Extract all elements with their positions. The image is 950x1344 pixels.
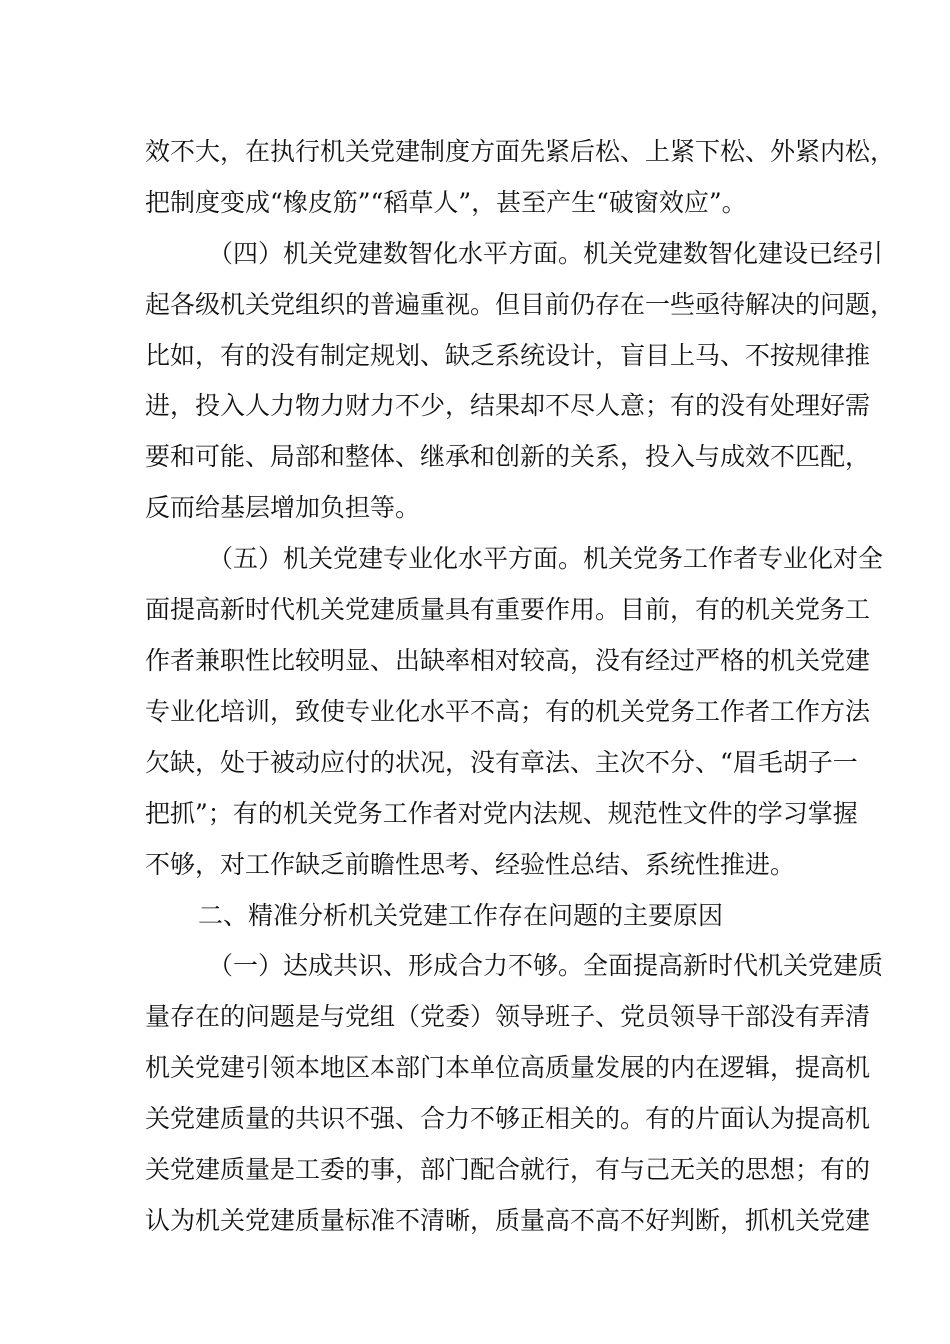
text-line: 起各级机关党组织的普遍重视。但目前仍存在一些亟待解决的问题， [145,290,896,319]
text-line: 专业化培训，致使专业化水平不高；有的机关党务工作者工作方法 [145,697,871,726]
text-line: 把抓”；有的机关党务工作者对党内法规、规范性文件的学习掌握 [145,799,858,828]
text-line: 效不大，在执行机关党建制度方面先紧后松、上紧下松、外紧内松， [145,137,896,166]
text-line: 欠缺，处于被动应付的状况，没有章法、主次不分、“眉毛胡子一 [145,748,858,777]
text-line: 面提高新时代机关党建质量具有重要作用。目前，有的机关党务工 [145,595,871,624]
text-line: 关党建质量的共识不强、合力不够正相关的。有的片面认为提高机 [145,1104,871,1133]
text-line: 反而给基层增加负担等。 [145,493,421,522]
text-line: 不够，对工作缺乏前瞻性思考、经验性总结、系统性推进。 [145,850,796,879]
text-line: 认为机关党建质量标准不清晰，质量高不高不好判断，抓机关党建 [145,1206,871,1235]
text-line: 机关党建引领本地区本部门本单位高质量发展的内在逻辑，提高机 [145,1053,871,1082]
text-line: 把制度变成“橡皮筋”“稻草人”，甚至产生“破窗效应”。 [145,188,747,217]
text-line: 进，投入人力物力财力不少，结果却不尽人意；有的没有处理好需 [145,391,871,420]
paragraph-start-line: （四）机关党建数智化水平方面。机关党建数智化建设已经引 [208,239,884,268]
text-line: 量存在的问题是与党组（党委）领导班子、党员领导干部没有弄清 [145,1002,871,1031]
text-line: 作者兼职性比较明显、出缺率相对较高，没有经过严格的机关党建 [145,646,871,675]
section-heading: 二、精准分析机关党建工作存在问题的主要原因 [198,901,724,930]
paragraph-start-line: （五）机关党建专业化水平方面。机关党务工作者专业化对全 [208,544,884,573]
text-line: 关党建质量是工委的事，部门配合就行，有与己无关的思想；有的 [145,1155,871,1184]
paragraph-start-line: （一）达成共识、形成合力不够。全面提高新时代机关党建质 [208,951,884,980]
text-line: 比如，有的没有制定规划、缺乏系统设计，盲目上马、不按规律推 [145,341,871,370]
text-line: 要和可能、局部和整体、继承和创新的关系，投入与成效不匹配， [145,442,871,471]
